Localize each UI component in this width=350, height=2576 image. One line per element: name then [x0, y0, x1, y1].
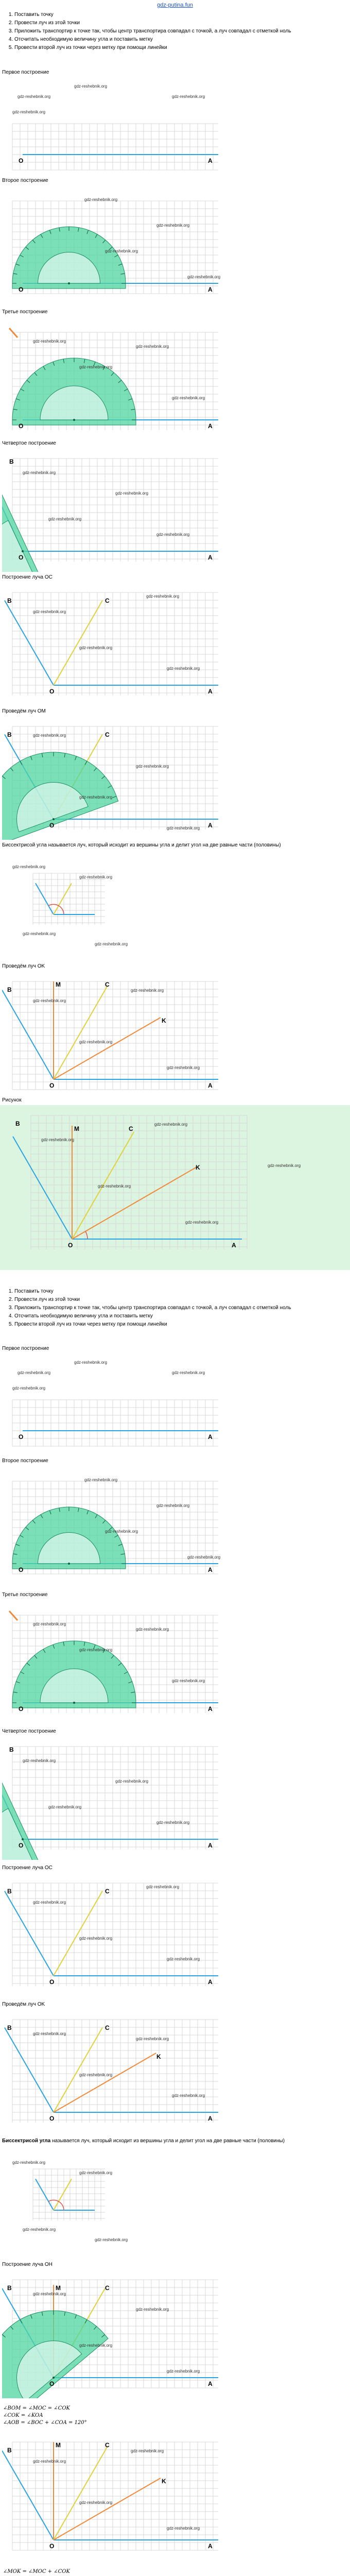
- watermark-text: gdz-reshebnik.org: [79, 795, 113, 800]
- formula-3: ∠AOB = ∠BOC + ∠COA = 120°: [3, 2420, 87, 2426]
- heading-first: Первое построение: [2, 70, 49, 75]
- label-a: A: [208, 2115, 213, 2122]
- watermark-text: gdz-reshebnik.org: [156, 1503, 190, 1508]
- step-item: 3. Приложить транспортир к точке так, чтобы центр транспортира совпадал с точкой, а луч совпадал с отметкой ноль: [14, 28, 323, 35]
- watermark-text: gdz-reshebnik.org: [48, 1805, 82, 1809]
- figure-fourth: [2, 448, 280, 572]
- label-b: B: [7, 1888, 12, 1895]
- heading-first-2: Первое построение: [2, 1346, 49, 1351]
- label-a: A: [232, 1242, 236, 1249]
- protractor-center: [73, 419, 75, 421]
- ray-ok: [54, 2478, 161, 2540]
- figure-ray-ok-plain: [2, 2009, 280, 2133]
- watermark-text: gdz-reshebnik.org: [33, 2459, 66, 2464]
- ray-ob: [5, 2027, 54, 2112]
- watermark-text: gdz-reshebnik.org: [84, 1478, 118, 1482]
- watermark-text: gdz-reshebnik.org: [12, 865, 46, 869]
- watermark-text: gdz-reshebnik.org: [115, 491, 149, 496]
- watermark-text: gdz-reshebnik.org: [12, 1386, 46, 1391]
- watermark-text: gdz-reshebnik.org: [187, 1555, 221, 1560]
- ray-oc: [54, 2027, 102, 2112]
- step-item: 1. Поставить точку: [14, 11, 323, 19]
- label-b: B: [7, 731, 12, 738]
- watermark-text: gdz-reshebnik.org: [48, 517, 82, 521]
- watermark-text: gdz-reshebnik.org: [18, 94, 51, 99]
- figure-ray-om: [2, 716, 280, 840]
- label-o: O: [19, 286, 24, 293]
- step-item: 4. Отсчитать необходимую величину угла и поставить метку: [14, 1313, 323, 1320]
- protractor: [2, 733, 118, 840]
- label-c: C: [105, 597, 110, 604]
- label-a: A: [208, 1566, 213, 1573]
- label-m: M: [56, 2284, 61, 2292]
- label-o: O: [49, 1082, 55, 1089]
- label-m: M: [56, 2442, 61, 2449]
- figure-ray-oc-2: [2, 1873, 280, 1996]
- watermark-text: gdz-reshebnik.org: [136, 2037, 169, 2041]
- watermark-text: gdz-reshebnik.org: [79, 2073, 113, 2077]
- watermark-text: gdz-reshebnik.org: [146, 594, 180, 599]
- label-k: K: [156, 2053, 161, 2060]
- heading-second-2: Второе построение: [2, 1458, 48, 1464]
- label-o: O: [49, 688, 55, 695]
- watermark-text: gdz-reshebnik.org: [172, 1679, 205, 1683]
- watermark-text: gdz-reshebnik.org: [23, 1758, 56, 1763]
- watermark-text: gdz-reshebnik.org: [146, 1885, 180, 1889]
- watermark-text: gdz-reshebnik.org: [74, 1360, 108, 1365]
- watermark-text: gdz-reshebnik.org: [79, 2171, 113, 2175]
- label-b: B: [7, 2447, 12, 2454]
- label-b: B: [7, 986, 12, 993]
- watermark-text: gdz-reshebnik.org: [187, 275, 221, 279]
- label-k: K: [162, 2478, 166, 2485]
- label-c: C: [105, 2024, 110, 2031]
- watermark-text: gdz-reshebnik.org: [167, 2526, 200, 2531]
- step-item: 1. Поставить точку: [14, 1288, 323, 1295]
- watermark-text: gdz-reshebnik.org: [167, 2369, 200, 2374]
- label-b: B: [7, 2024, 12, 2031]
- watermark-text: gdz-reshebnik.org: [79, 2500, 113, 2505]
- label-b: B: [7, 597, 12, 604]
- step-item: 4. Отсчитать необходимую величину угла и поставить метку: [14, 36, 323, 43]
- steps-list-2: [4, 1288, 323, 1329]
- watermark-text: gdz-reshebnik.org: [172, 94, 205, 99]
- label-a: A: [208, 2543, 213, 2550]
- protractor-center: [73, 1702, 75, 1704]
- bisector-definition-2: [2, 2138, 331, 2144]
- label-c: C: [105, 981, 110, 988]
- label-c: C: [129, 1125, 133, 1132]
- angle-arc-2: [48, 2200, 59, 2201]
- label-b: B: [9, 1746, 14, 1753]
- protractor: [2, 2283, 108, 2398]
- label-a: A: [208, 157, 213, 164]
- watermark-text: gdz-reshebnik.org: [33, 1900, 66, 1905]
- bisector-term: Биссектрисой угла: [2, 2138, 51, 2144]
- label-c: C: [105, 2284, 110, 2292]
- watermark-text: gdz-reshebnik.org: [79, 875, 113, 879]
- site-link[interactable]: gdz-putina.fun: [157, 2, 193, 8]
- heading-ray-ok: Проведём луч OK: [2, 963, 45, 969]
- watermark-text: gdz-reshebnik.org: [23, 2227, 56, 2232]
- label-c: C: [105, 2442, 110, 2449]
- watermark-text: gdz-reshebnik.org: [172, 1370, 205, 1375]
- formula-1: ∠BOM = ∠MOC = ∠COK: [3, 2405, 70, 2411]
- label-a: A: [208, 554, 213, 561]
- label-o: O: [68, 1242, 73, 1249]
- figure-second-2: [2, 1466, 280, 1587]
- figure-ray-oc: [2, 582, 280, 706]
- step-item: 2. Провести луч из этой точки: [14, 20, 323, 27]
- angle-mark: [9, 328, 18, 337]
- step-item: 2. Провести луч из этой точки: [14, 1296, 323, 1303]
- watermark-text: gdz-reshebnik.org: [172, 2093, 205, 2098]
- protractor: [12, 227, 126, 289]
- heading-fourth: Четвертое построение: [2, 440, 56, 446]
- figure-third-2: [2, 1600, 280, 1723]
- label-b: B: [7, 2284, 12, 2292]
- watermark-text: gdz-reshebnik.org: [131, 2449, 164, 2453]
- heading-ray-oc: Построение луча OC: [2, 574, 52, 580]
- watermark-text: gdz-reshebnik.org: [33, 339, 66, 344]
- heading-fourth-2: Четвертое построение: [2, 1728, 56, 1734]
- label-a: A: [208, 1978, 213, 1986]
- label-o: O: [19, 1433, 24, 1440]
- steps-list-1: [4, 11, 323, 53]
- label-o: O: [49, 1978, 55, 1986]
- label-a: A: [208, 1842, 213, 1849]
- figure-ray-oh: [2, 2269, 280, 2398]
- label-c: C: [105, 1888, 110, 1895]
- label-k: K: [162, 1017, 166, 1024]
- watermark-text: gdz-reshebnik.org: [136, 344, 169, 349]
- angle-arc-2: [48, 904, 59, 906]
- formula-2: ∠COK = ∠KOA: [3, 2413, 43, 2418]
- watermark-text: gdz-reshebnik.org: [167, 826, 200, 831]
- step-item: 3. Приложить транспортир к точке так, чтобы центр транспортира совпадал с точкой, а луч совпадал с отметкой ноль: [14, 1304, 323, 1312]
- watermark-text: gdz-reshebnik.org: [167, 666, 200, 671]
- label-b: B: [9, 458, 14, 465]
- watermark-text: gdz-reshebnik.org: [41, 1138, 75, 1142]
- label-o: O: [49, 2115, 55, 2122]
- heading-drawing: Рисунок: [2, 1097, 22, 1103]
- figure-drawing-result: [0, 1105, 350, 1270]
- figure-ray-ok: [2, 971, 280, 1095]
- heading-ray-ok-plain: Проведём луч OK: [2, 2002, 45, 2007]
- figure-bisector-small-2: [2, 2154, 280, 2257]
- watermark-text: gdz-reshebnik.org: [105, 249, 138, 253]
- watermark-text: gdz-reshebnik.org: [79, 365, 113, 369]
- ray-ok: [54, 1018, 161, 1079]
- angle-arc: [85, 1231, 87, 1239]
- figure-first-2: [2, 1353, 280, 1451]
- ray-ok: [72, 1167, 197, 1239]
- watermark-text: gdz-reshebnik.org: [12, 110, 46, 114]
- watermark-text: gdz-reshebnik.org: [33, 609, 66, 614]
- watermark-text: gdz-reshebnik.org: [172, 396, 205, 400]
- label-b: B: [15, 1120, 20, 1127]
- label-a: A: [208, 1705, 213, 1713]
- label-m: M: [74, 1125, 79, 1132]
- watermark-text: gdz-reshebnik.org: [95, 2238, 128, 2242]
- protractor: [12, 358, 136, 425]
- label-o: O: [19, 157, 24, 164]
- watermark-text: gdz-reshebnik.org: [79, 2343, 113, 2348]
- label-o: O: [49, 2380, 55, 2387]
- formula-4: ∠MOK = ∠MOC + ∠COK: [3, 2569, 70, 2574]
- watermark-text: gdz-reshebnik.org: [154, 1122, 188, 1127]
- step-item: 5. Провести второй луч из точки через метку при помощи линейки: [14, 44, 323, 52]
- watermark-text: gdz-reshebnik.org: [79, 1648, 113, 1652]
- watermark-text: gdz-reshebnik.org: [79, 1936, 113, 1941]
- label-o: O: [19, 422, 24, 430]
- watermark-text: gdz-reshebnik.org: [79, 646, 113, 650]
- angle-side-2: [36, 2179, 54, 2210]
- watermark-text: gdz-reshebnik.org: [98, 1184, 131, 1189]
- label-a: A: [208, 822, 213, 829]
- step-item: 5. Провести второй луч из точки через метку при помощи линейки: [14, 1321, 323, 1328]
- watermark-text: gdz-reshebnik.org: [268, 1163, 301, 1168]
- heading-second: Второе построение: [2, 178, 48, 183]
- protractor: [12, 1507, 126, 1569]
- angle-side-2: [36, 883, 54, 914]
- figure-third: [2, 317, 280, 438]
- watermark-text: gdz-reshebnik.org: [136, 764, 169, 769]
- watermark-text: gdz-reshebnik.org: [12, 2160, 46, 2165]
- label-c: C: [105, 731, 110, 738]
- watermark-text: gdz-reshebnik.org: [115, 1779, 149, 1784]
- watermark-text: gdz-reshebnik.org: [33, 2292, 66, 2296]
- label-a: A: [208, 1082, 213, 1089]
- watermark-text: gdz-reshebnik.org: [23, 470, 56, 475]
- watermark-text: gdz-reshebnik.org: [18, 1370, 51, 1375]
- watermark-text: gdz-reshebnik.org: [136, 1627, 169, 1632]
- watermark-text: gdz-reshebnik.org: [136, 2307, 169, 2312]
- figure-fourth-2: [2, 1736, 280, 1860]
- figure-first: [2, 77, 280, 175]
- watermark-text: gdz-reshebnik.org: [33, 998, 66, 1003]
- label-a: A: [208, 2380, 213, 2387]
- protractor: [12, 1641, 136, 1708]
- watermark-text: gdz-reshebnik.org: [156, 223, 190, 228]
- watermark-text: gdz-reshebnik.org: [79, 1040, 113, 1044]
- watermark-text: gdz-reshebnik.org: [131, 988, 164, 993]
- heading-third: Третье построение: [2, 309, 48, 315]
- watermark-text: gdz-reshebnik.org: [33, 1622, 66, 1626]
- label-o: O: [19, 554, 24, 561]
- watermark-text: gdz-reshebnik.org: [156, 1820, 190, 1825]
- label-a: A: [208, 422, 213, 430]
- label-o: O: [19, 1566, 24, 1573]
- heading-ray-oc-2: Построение луча OC: [2, 1865, 52, 1871]
- angle-mark: [9, 1611, 18, 1620]
- protractor-center: [68, 282, 70, 284]
- heading-ray-om: Проведём луч OM: [2, 708, 46, 714]
- watermark-text: gdz-reshebnik.org: [33, 733, 66, 738]
- bisector-definition: Биссектрисой угла называется луч, который исходит из вершины угла и делит угол на две равные части (половины): [2, 842, 281, 848]
- label-a: A: [208, 1433, 213, 1440]
- watermark-text: gdz-reshebnik.org: [23, 931, 56, 936]
- figure-bisector-small: [2, 858, 280, 961]
- heading-third-2: Третье построение: [2, 1592, 48, 1598]
- label-a: A: [208, 688, 213, 695]
- bisector-rest: называется луч, который исходит из вершины угла и делит угол на две равные части (половины): [51, 2138, 285, 2144]
- label-o: O: [19, 1842, 24, 1849]
- label-a: A: [208, 286, 213, 293]
- protractor-center: [68, 1563, 70, 1565]
- watermark-text: gdz-reshebnik.org: [156, 532, 190, 537]
- watermark-text: gdz-reshebnik.org: [74, 84, 108, 89]
- watermark-text: gdz-reshebnik.org: [33, 2031, 66, 2036]
- watermark-text: gdz-reshebnik.org: [167, 1957, 200, 1961]
- label-o: O: [49, 2543, 55, 2550]
- label-o: O: [49, 822, 55, 829]
- watermark-text: gdz-reshebnik.org: [105, 1529, 138, 1534]
- label-k: K: [196, 1164, 200, 1171]
- label-m: M: [56, 981, 61, 988]
- figure-second: [2, 185, 280, 304]
- watermark-text: gdz-reshebnik.org: [95, 942, 128, 946]
- label-o: O: [19, 1705, 24, 1713]
- heading-ray-oh: Построение луча OH: [2, 2262, 52, 2267]
- figure-final-2: [2, 2432, 280, 2561]
- watermark-text: gdz-reshebnik.org: [185, 1220, 219, 1225]
- watermark-text: gdz-reshebnik.org: [167, 1065, 200, 1070]
- watermark-text: gdz-reshebnik.org: [84, 197, 118, 202]
